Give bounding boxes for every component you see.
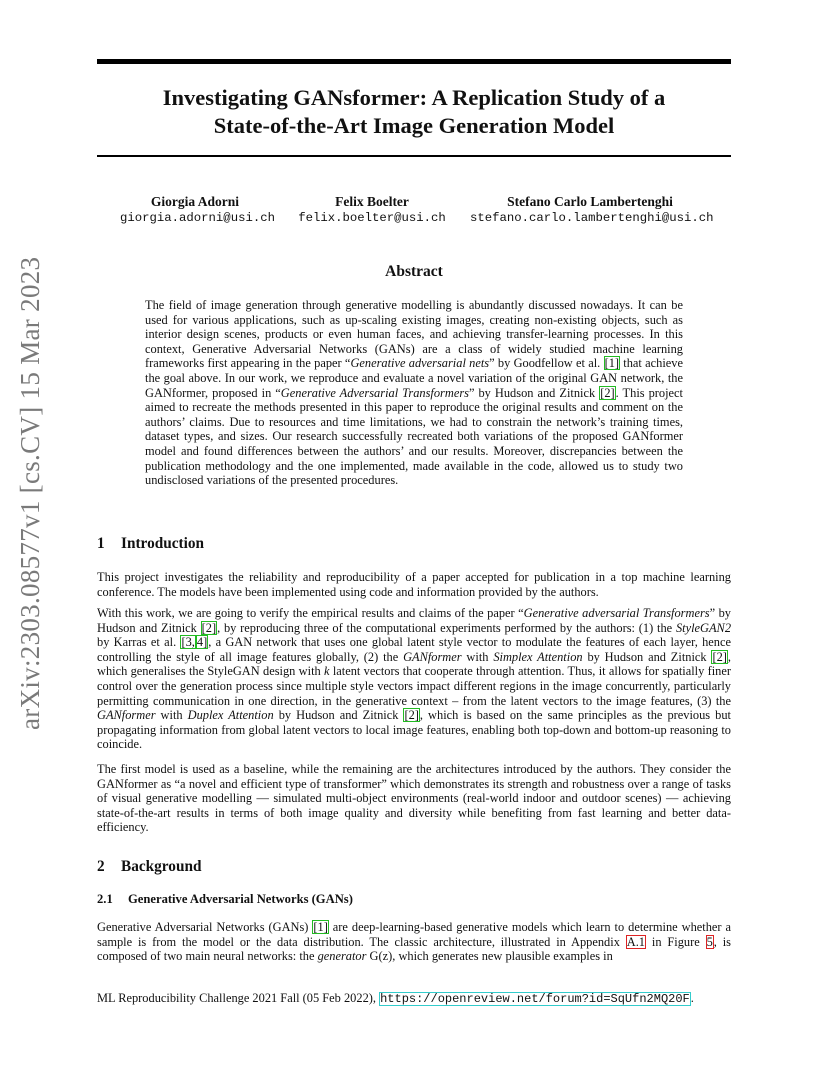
citation-link[interactable]: [2] [201, 620, 217, 635]
title-top-rule [97, 59, 731, 64]
author-email[interactable]: giorgia.adorni@usi.ch [120, 211, 275, 225]
intro-paragraph-1: This project investigates the reliability and reproducibility of a paper accepted for publication in a top machine learning conference. The models have been implemented using code and information provided by the authors. [97, 570, 731, 599]
author-name: Stefano Carlo Lambertenghi [507, 194, 673, 209]
intro-paragraph-2: With this work, we are going to verify the empirical results and claims of the paper “Generative adversarial Transformers” by Hudson and Zitnick [2], by reproducing three of the computational experiments performed by the authors: (1) the StyleGAN2 by Karras et al. [3, 4], a GAN network that uses one global latent style vector to modulate the features of each layer, hence controlling the style of all image features globally, (2) the GANformer with Simplex Attention by Hudson and Zitnick [2], which generalises the StyleGAN design with k latent vectors that cooperate through attention. Thus, it allows for spatially finer control over the generation process since multiple style vectors impact different regions in the image concurrently, particularly permitting communication in one direction, in the generative context – from the latent vectors to the image features, (3) the GANformer with Duplex Attention by Hudson and Zitnick [2], which is based on the same principles as the previous but propagating information from global latent vectors to local image features, enabling both top-down and bottom-up reasoning to coincide. [97, 606, 732, 752]
arxiv-watermark: arXiv:2303.08577v1 [cs.CV] 15 Mar 2023 [15, 256, 45, 730]
author-email[interactable]: stefano.carlo.lambertenghi@usi.ch [470, 211, 714, 225]
paper-title [97, 84, 731, 140]
title-line-2: State-of-the-Art Image Generation Model [213, 113, 615, 138]
citation-link[interactable]: [2] [712, 649, 727, 664]
citation-link[interactable]: [1] [604, 356, 620, 371]
author-name: Felix Boelter [335, 194, 409, 209]
title-line-1: Investigating GANsformer: A Replication Study of a [162, 85, 666, 110]
citation-link[interactable]: 4] [196, 635, 208, 650]
author-name: Giorgia Adorni [150, 194, 240, 209]
appendix-link[interactable]: A.1 [626, 934, 646, 949]
author-3 [470, 194, 714, 226]
background-paragraph-1: Generative Adversarial Networks (GANs) [1] are deep-learning-based generative models which learn to determine whether a sample is from the model or the data distribution. The classic architecture, illustrated in Appendix A.1 in Figure 5, is composed of two main neural networks: the generator G(z), which generates new plausible examples in [97, 920, 732, 964]
figure-link[interactable]: 5 [706, 934, 713, 949]
intro-paragraph-3: The first model is used as a baseline, while the remaining are the architectures introduced by the authors. They consider the GANformer as “a novel and efficient type of transformer” which demonstrates its strength and robustness over a range of tasks of visual generative modelling — simulated multi-object environments (real-world indoor and outdoor scenes) — achieving state-of-the-art results in terms of both image quality and diversity while benefiting from fast learning and better data-efficiency. [97, 762, 731, 835]
section-heading-introduction: 1 Introduction [97, 535, 205, 552]
citation-link[interactable]: [3, [181, 635, 195, 650]
abstract-body: The field of image generation through generative modelling is abundantly discussed nowadays. It can be used for various applications, such as up-scaling existing images, creating non-existing objects, such as interior design scenes, products or even human faces, and achieving transfer-learning processes. In this context, Generative Adversarial Networks (GANs) are a class of widely studied machine learning frameworks first appearing in the paper “Generative adversarial nets” by Goodfellow et al. [1] that achieve the goal above. In our work, we reproduce and evaluate a novel variation of the original GAN network, the GANformer, proposed in “Generative Adversarial Transformers” by Hudson and Zitnick [2]. This project aimed to recreate the methods presented in this paper to reproduce the original results and comment on the authors’ claims. Due to resources and time limitations, we had to constrain the network’s training times, dataset types, and sizes. Our research successfully recreated both variations of the proposed GANformer model and found differences between the authors’ and our results. Moreover, discrepancies between the publication methodology and the one implemented, made available in the code, allowed us to study two undisclosed variations of the presented procedures. [145, 298, 684, 488]
citation-link[interactable]: [2] [404, 708, 419, 723]
subsection-heading-gans: 2.1 Generative Adversarial Networks (GANs) [97, 892, 353, 906]
author-email[interactable]: felix.boelter@usi.ch [298, 211, 446, 225]
openreview-link[interactable]: https://openreview.net/forum?id=SqUfn2MQ20F [380, 992, 690, 1006]
citation-link[interactable]: [2] [600, 385, 615, 400]
abstract-heading: Abstract [385, 263, 443, 280]
section-heading-background: 2 Background [97, 858, 202, 875]
title-bottom-rule [97, 155, 731, 157]
citation-link[interactable]: [1] [313, 920, 328, 934]
author-2 [298, 194, 446, 226]
author-1 [120, 194, 275, 226]
page-footer: ML Reproducibility Challenge 2021 Fall (05 Feb 2022), https://openreview.net/forum?id=SqUfn2MQ20F. [97, 991, 694, 1006]
